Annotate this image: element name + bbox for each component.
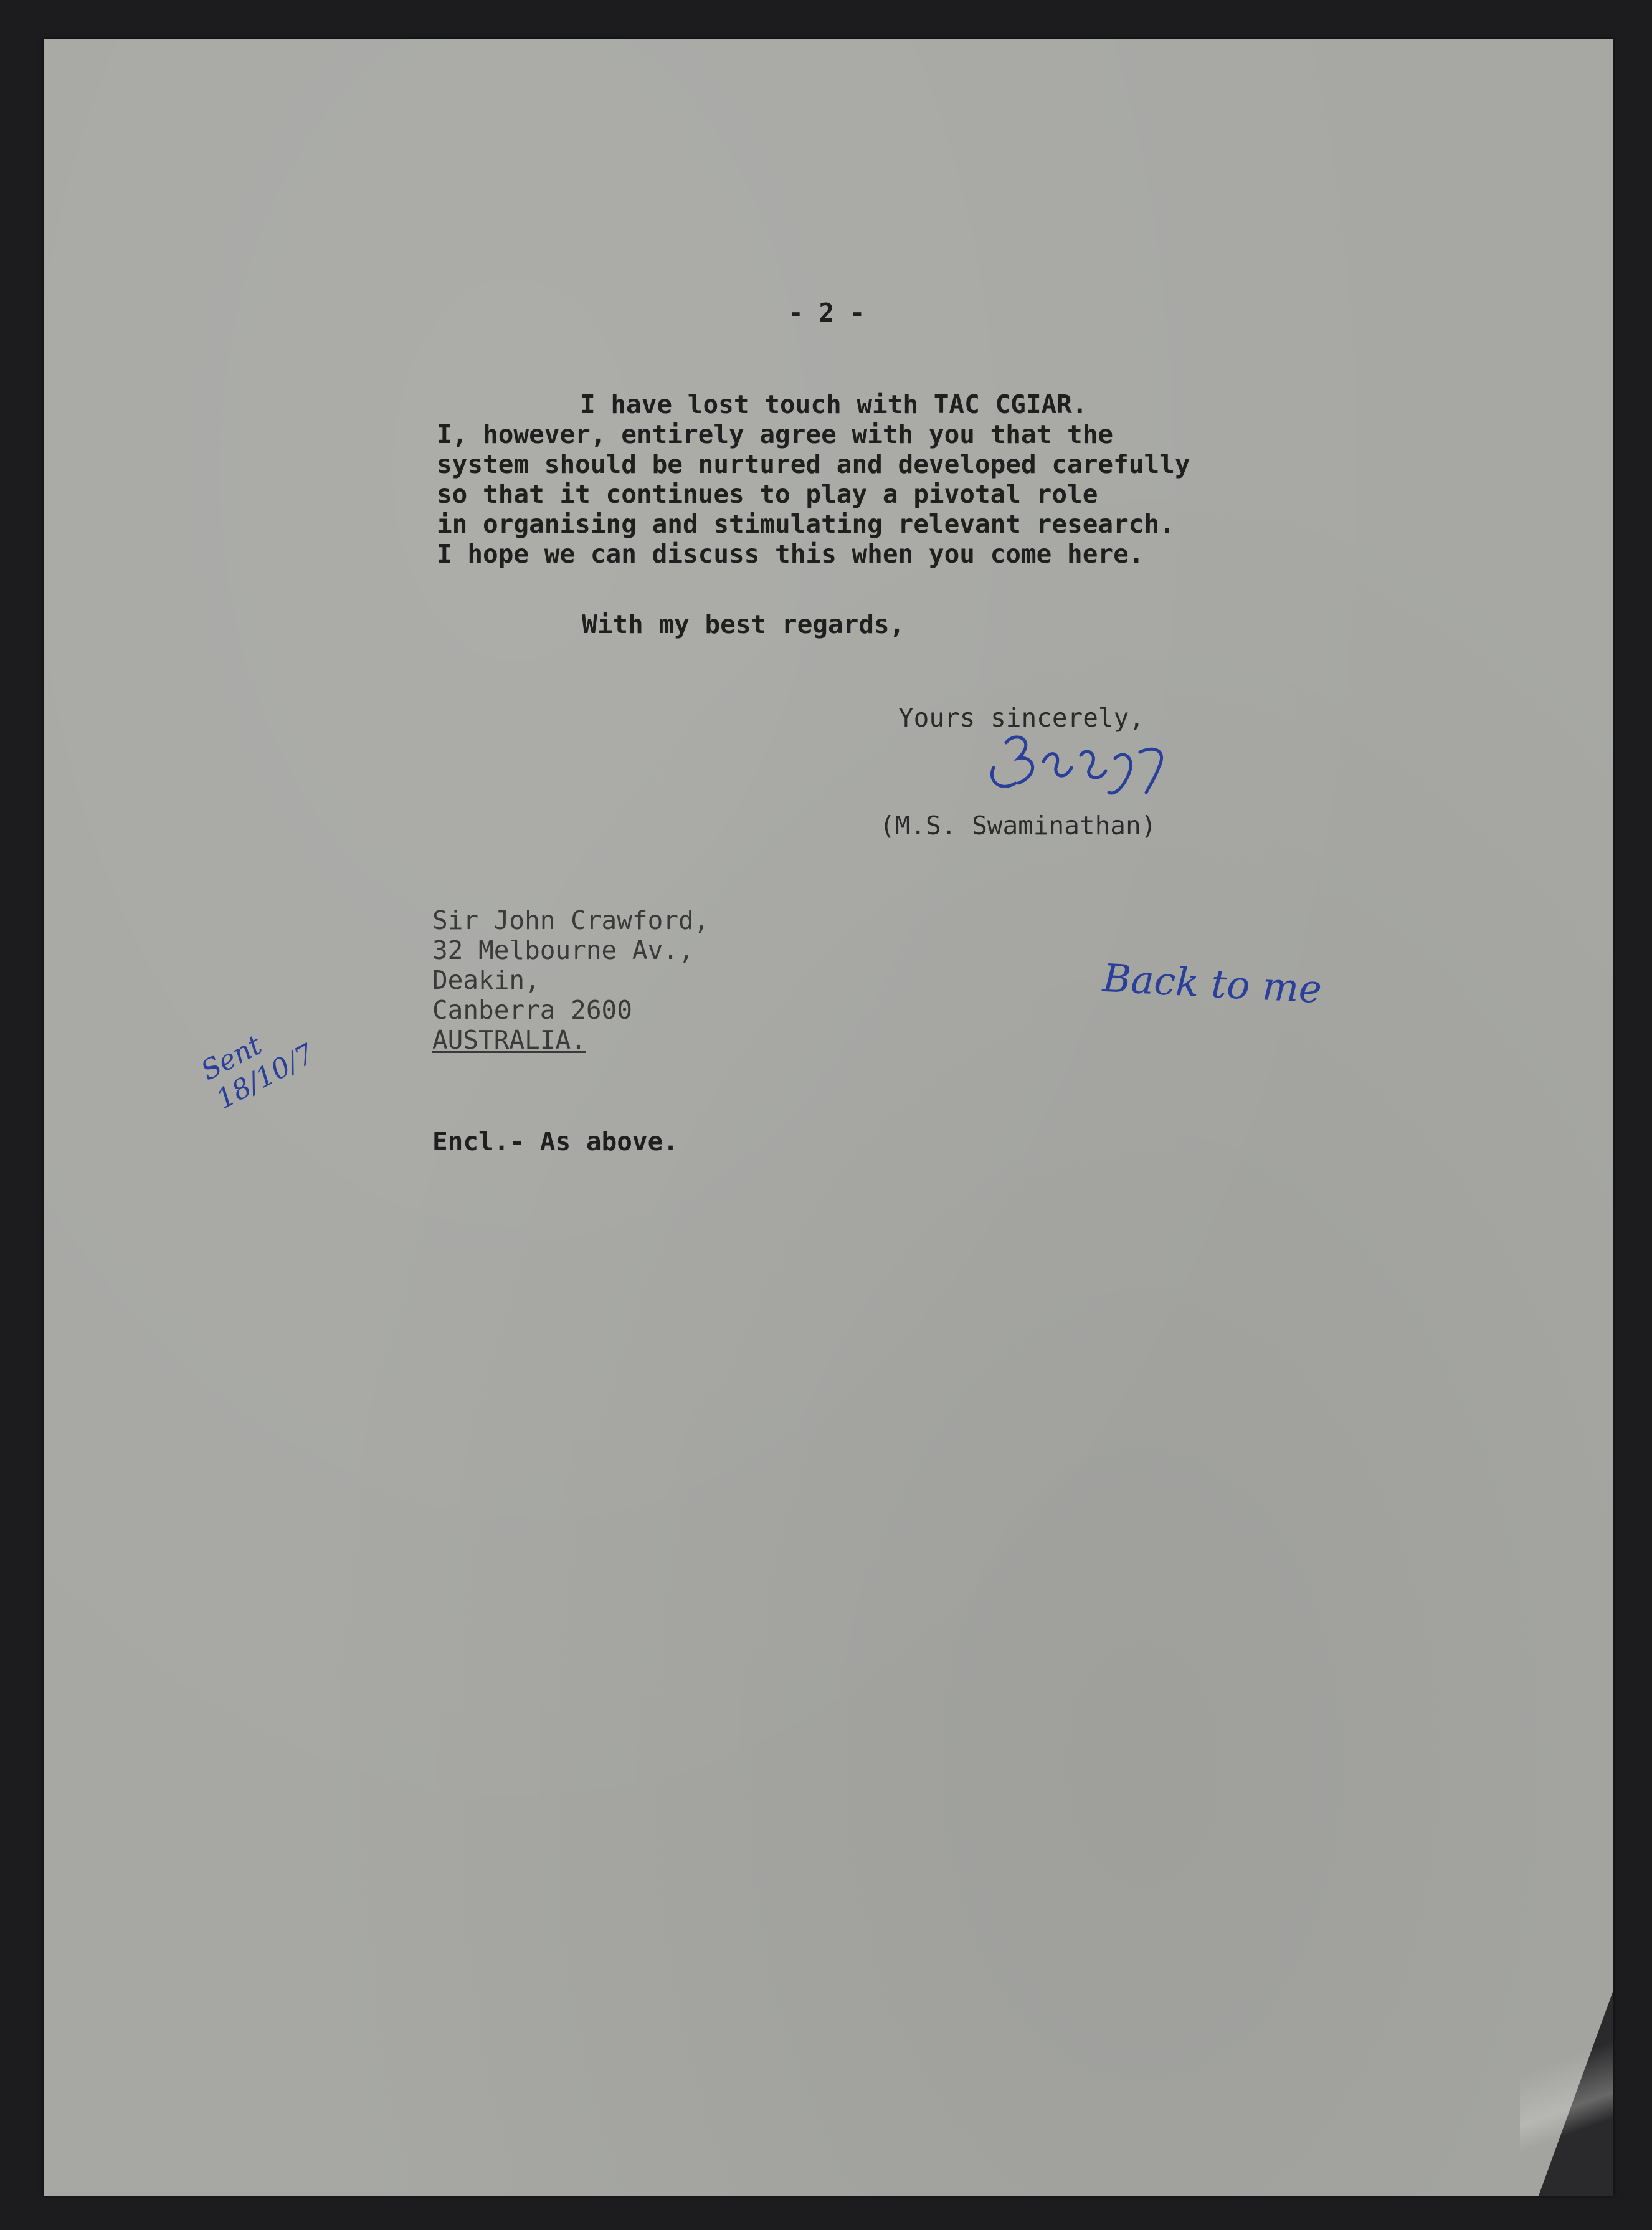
address-line: 32 Melbourne Av.,	[432, 935, 694, 965]
folded-corner-highlight	[1520, 1971, 1613, 2196]
address-line: Sir John Crawford,	[432, 905, 710, 935]
letter-page	[44, 39, 1613, 2196]
signatory-name: (M.S. Swaminathan)	[880, 811, 1157, 841]
body-line: in organising and stimulating relevant research.	[437, 509, 1175, 539]
body-line: so that it continues to play a pivotal role	[437, 479, 1098, 509]
handwritten-note-left: Sent 18/10/7	[196, 1029, 320, 1116]
regards-line: With my best regards,	[582, 609, 905, 639]
body-line: I have lost touch with TAC CGIAR.	[580, 389, 1088, 419]
signature	[981, 724, 1193, 805]
closing-line: Yours sincerely,	[898, 703, 1144, 733]
address-line: Deakin,	[432, 965, 540, 995]
page-number: - 2 -	[788, 298, 865, 328]
address-line: Canberra 2600	[432, 995, 632, 1025]
body-line: system should be nurtured and developed carefully	[437, 449, 1190, 479]
handwritten-note-right: Back to me	[1101, 955, 1323, 1013]
enclosure-note: Encl.- As above.	[432, 1127, 678, 1156]
address-line: AUSTRALIA.	[432, 1025, 586, 1055]
body-line: I, however, entirely agree with you that the	[437, 419, 1114, 449]
body-line: I hope we can discuss this when you come here.	[437, 539, 1144, 569]
